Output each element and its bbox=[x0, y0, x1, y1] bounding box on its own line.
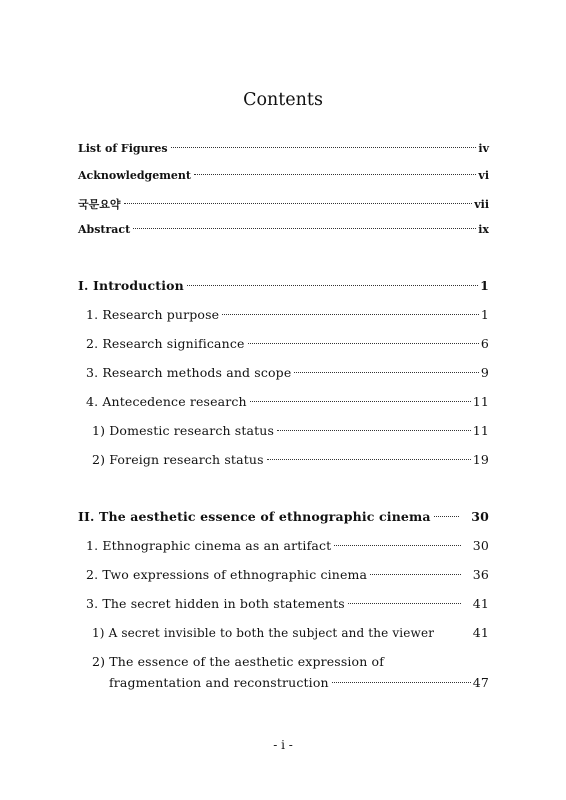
toc-entry-label: 1. Ethnographic cinema as an artifact bbox=[86, 538, 332, 553]
toc-subentry[interactable] bbox=[92, 625, 489, 640]
toc-subentry[interactable] bbox=[92, 452, 489, 467]
page-title: Contents bbox=[243, 90, 323, 110]
toc-page-number: 41 bbox=[472, 596, 489, 611]
toc-page-number: 30 bbox=[471, 509, 489, 524]
toc-page-number: 30 bbox=[472, 538, 489, 553]
dot-leader bbox=[133, 228, 476, 229]
dot-leader bbox=[124, 203, 473, 204]
dot-leader bbox=[332, 682, 471, 683]
toc-entry-abstract[interactable] bbox=[78, 223, 489, 236]
dot-leader bbox=[187, 285, 478, 286]
toc-page-number: 1 bbox=[480, 278, 489, 293]
toc-entry-label: 3. Research methods and scope bbox=[86, 365, 292, 380]
toc-page-number: 11 bbox=[472, 394, 489, 409]
toc-entry-label: 2. Two expressions of ethnographic cinema bbox=[86, 567, 368, 582]
page-footer-number: - i - bbox=[273, 738, 293, 752]
toc-entry[interactable] bbox=[86, 538, 489, 553]
toc-entry-label: 2. Research significance bbox=[86, 336, 245, 351]
toc-entry-label: 1) Domestic research status bbox=[92, 423, 275, 438]
toc-page-number: 1 bbox=[480, 307, 489, 322]
toc-page-number: vii bbox=[474, 198, 489, 211]
dot-leader bbox=[334, 545, 461, 546]
toc-entry[interactable] bbox=[86, 596, 489, 611]
toc-entry-list-of-figures[interactable] bbox=[78, 142, 489, 155]
toc-entry[interactable] bbox=[86, 365, 489, 380]
toc-subentry-continuation[interactable] bbox=[109, 675, 489, 690]
dot-leader bbox=[348, 603, 461, 604]
dot-leader bbox=[248, 343, 479, 344]
toc-page-number: 36 bbox=[472, 567, 489, 582]
toc-page-number: 11 bbox=[472, 423, 489, 438]
dot-leader bbox=[434, 516, 460, 517]
toc-entry[interactable] bbox=[86, 307, 489, 322]
dot-leader bbox=[250, 401, 471, 402]
toc-entry-label: 4. Antecedence research bbox=[86, 394, 247, 409]
toc-entry-korean-summary[interactable] bbox=[78, 196, 489, 212]
toc-entry[interactable] bbox=[86, 394, 489, 409]
toc-page-number: 47 bbox=[472, 675, 489, 690]
toc-page-number: 41 bbox=[472, 625, 489, 640]
toc-entry[interactable] bbox=[86, 336, 489, 351]
toc-entry-label: 3. The secret hidden in both statements bbox=[86, 596, 345, 611]
toc-chapter-1[interactable] bbox=[78, 278, 489, 293]
dot-leader bbox=[294, 372, 479, 373]
toc-entry-label: List of Figures bbox=[78, 142, 168, 155]
toc-entry-label: 2) Foreign research status bbox=[92, 452, 264, 467]
toc-entry-label: fragmentation and reconstruction bbox=[109, 675, 329, 690]
toc-entry-label: 1) A secret invisible to both the subject and the viewer bbox=[92, 626, 435, 640]
toc-entry-acknowledgement[interactable] bbox=[78, 169, 489, 182]
toc-page-number: 9 bbox=[480, 365, 489, 380]
toc-entry-label: 1. Research purpose bbox=[86, 307, 220, 322]
dot-leader bbox=[194, 174, 476, 175]
toc-page-number: vi bbox=[478, 169, 489, 182]
toc-chapter-2[interactable] bbox=[78, 509, 489, 524]
toc-entry-label: Abstract bbox=[78, 223, 131, 236]
toc-entry-label: I. Introduction bbox=[78, 278, 184, 293]
toc-page-number: ix bbox=[478, 223, 489, 236]
toc-entry[interactable] bbox=[86, 567, 489, 582]
toc-page-number: iv bbox=[478, 142, 489, 155]
dot-leader bbox=[277, 430, 471, 431]
toc-subentry[interactable] bbox=[92, 423, 489, 438]
dot-leader bbox=[370, 574, 461, 575]
dot-leader bbox=[267, 459, 471, 460]
dot-leader bbox=[222, 314, 479, 315]
dot-leader bbox=[171, 147, 477, 148]
toc-entry-label: II. The aesthetic essence of ethnographic cinema bbox=[78, 509, 431, 524]
toc-entry-label: 국문요약 bbox=[78, 198, 121, 211]
toc-entry-label: Acknowledgement bbox=[78, 169, 191, 182]
toc-page-number: 19 bbox=[472, 452, 489, 467]
toc-subentry-line1[interactable]: 2) The essence of the aesthetic expression of bbox=[92, 654, 385, 669]
toc-page-number: 6 bbox=[480, 336, 489, 351]
